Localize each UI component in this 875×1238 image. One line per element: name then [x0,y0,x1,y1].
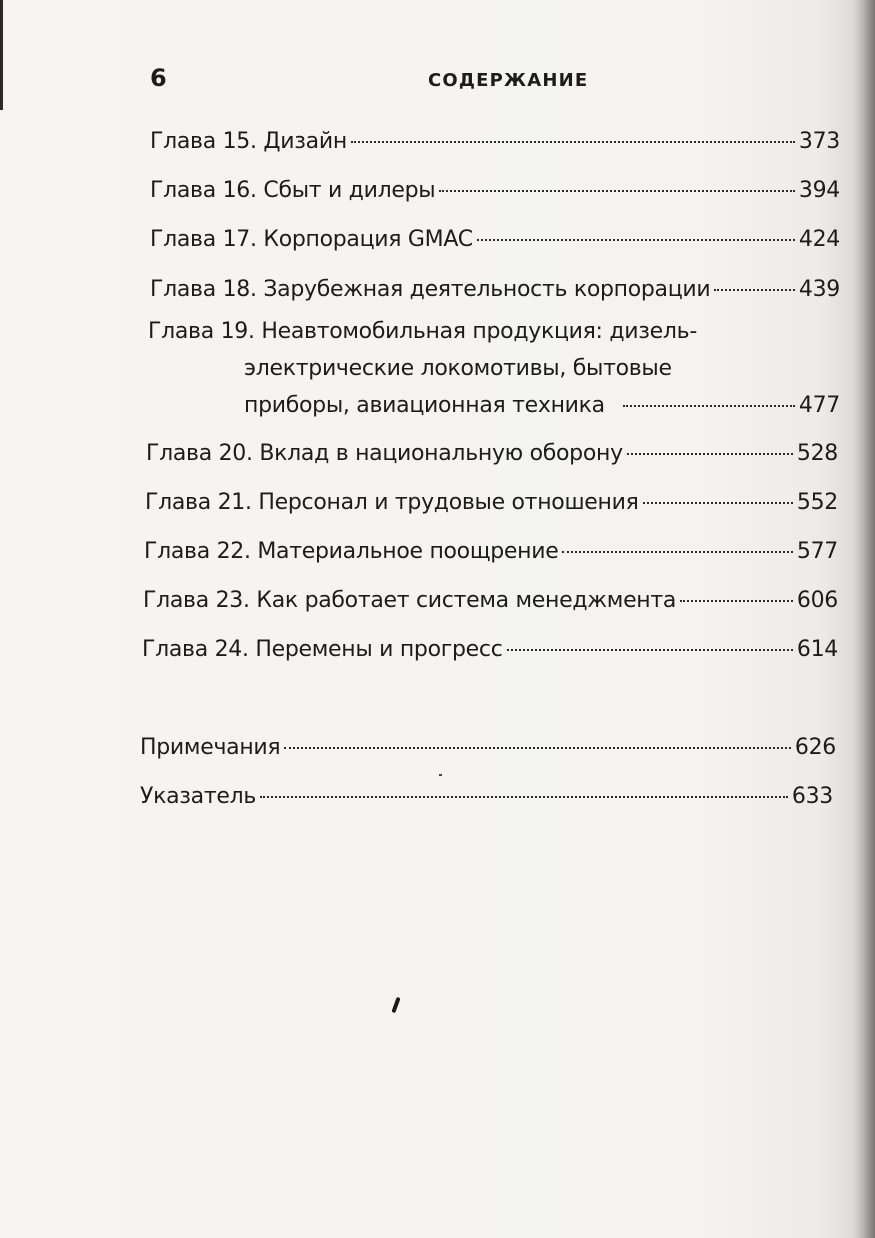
ink-mark [391,997,400,1013]
toc-entry [145,489,838,517]
dot-leader [627,453,793,455]
toc-entry-line [244,355,744,383]
toc-entry-title: Глава 15. Дизайн [150,129,347,154]
running-title: СОДЕРЖАНИЕ [428,70,589,91]
dot-leader [643,502,793,504]
toc-entry-title: Глава 21. Персонал и трудовые отношения [145,490,639,515]
toc-entry-page: 633 [791,784,833,809]
toc-entry [150,276,840,304]
toc-entry-page: 528 [796,441,838,466]
toc-entry [146,440,838,468]
toc-entry-title: Глава 20. Вклад в национальную оборону [146,441,623,466]
toc-entry-title-continued: электрические локомотивы, бытовые [244,356,672,381]
toc-entry-index [140,783,833,811]
dot-leader [623,405,795,407]
dot-leader [714,289,794,291]
toc-entry-title: Глава 22. Материальное поощрение [144,539,559,564]
page-number: 6 [150,64,167,92]
toc-entry-title: Глава 24. Перемены и прогресс [142,637,503,662]
toc-entry-page: 577 [796,539,838,564]
toc-entry-title-continued: приборы, авиационная техника [244,393,605,418]
dot-leader [562,551,792,553]
toc-entry [150,128,840,156]
toc-entry-page: 477 [798,393,840,418]
toc-entry-line [148,318,708,346]
toc-entry-title: Примечания [140,735,281,760]
toc-entry-page: 373 [798,129,840,154]
dot-leader [477,239,795,241]
dot-leader [507,649,793,651]
toc-entry-page: 424 [798,227,840,252]
page-header [150,64,840,100]
toc-entry-page: 552 [796,490,838,515]
toc-entry [143,587,838,615]
toc-entry-page: 614 [796,637,838,662]
toc-entry [144,538,838,566]
toc-entry-title: Глава 18. Зарубежная деятельность корпорации [150,277,711,302]
dot-leader [284,747,791,749]
toc-entry [244,392,840,420]
toc-entry-title: Глава 23. Как работает система менеджмента [143,588,677,613]
dot-leader [439,190,795,192]
toc-entry-title: Глава 16. Сбыт и дилеры [150,178,436,203]
toc-entry-page: 606 [796,588,838,613]
toc-entry [142,636,838,664]
print-speck [439,774,442,776]
toc-entry-title: Глава 19. Неавтомобильная продукция: дизель- [148,319,697,344]
toc-entry-page: 394 [798,178,840,203]
toc-entry-title: Глава 17. Корпорация GMAC [150,227,473,252]
toc-entry [150,226,840,254]
toc-entry-title: Указатель [140,784,257,809]
dot-leader [680,600,793,602]
dot-leader [351,141,795,143]
toc-entry-page: 626 [794,735,836,760]
toc-entry-notes [140,734,836,762]
page-edge-mark [0,0,3,110]
dot-leader [260,796,788,798]
toc-entry [150,177,840,205]
toc-entry-page: 439 [798,277,840,302]
binding-shadow [853,0,875,1238]
